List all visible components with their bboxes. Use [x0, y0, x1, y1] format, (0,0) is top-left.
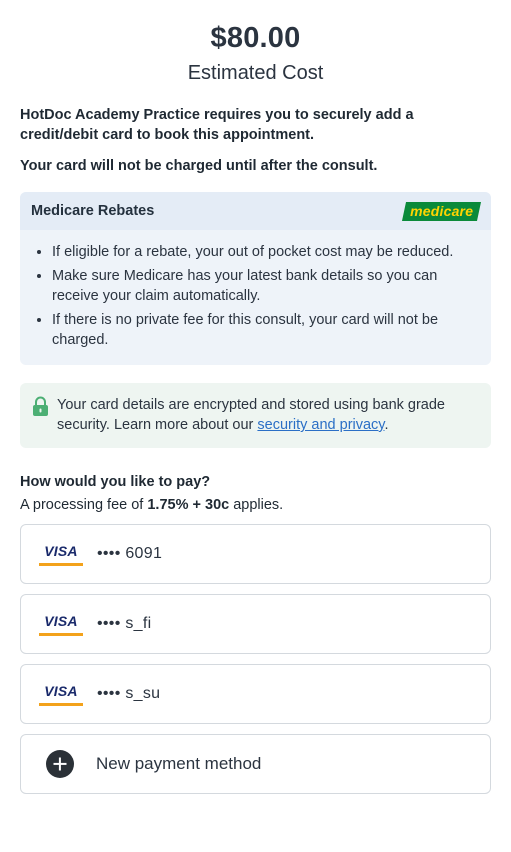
medicare-logo — [402, 202, 481, 221]
medicare-logo-text: medicare — [410, 202, 474, 219]
medicare-rebates-panel — [20, 192, 491, 365]
masked-card-number: •••• s_fi — [97, 615, 152, 632]
plus-circle-icon — [46, 750, 74, 778]
visa-stripe — [39, 703, 83, 706]
list-item: • If there is no private fee for this consult, your card will not be charged. — [52, 310, 477, 350]
list-item: • Make sure Medicare has your latest bank details so you can receive your claim automatically. — [52, 266, 477, 306]
medicare-info-list — [20, 230, 491, 365]
security-description: Your card details are encrypted and stored using bank grade security. Learn more about our — [57, 397, 445, 433]
card-brand: VISA — [44, 683, 78, 699]
fee-value: 1.75% + 30c — [147, 497, 230, 513]
visa-stripe — [39, 633, 83, 636]
payment-question: How would you like to pay? — [20, 474, 211, 490]
card-requirement-text: HotDoc Academy Practice requires you to securely add a credit/debit card to book this appointment. — [20, 107, 414, 143]
masked-card-number: •••• 6091 — [97, 545, 163, 562]
new-payment-method-label: New payment method — [96, 754, 262, 773]
lock-icon — [32, 396, 49, 417]
security-privacy-link[interactable]: security and privacy — [257, 417, 385, 433]
estimated-cost-label: Estimated Cost — [187, 62, 324, 84]
visa-logo — [39, 611, 83, 637]
medicare-panel-header — [20, 192, 491, 230]
visa-logo — [39, 541, 83, 567]
checkout-page — [0, 22, 511, 794]
processing-fee-text — [20, 497, 491, 513]
saved-card-option[interactable] — [20, 594, 491, 654]
new-payment-method-button[interactable] — [20, 734, 491, 794]
card-brand: VISA — [44, 613, 78, 629]
fee-prefix: A processing fee of — [20, 497, 148, 513]
medicare-panel-title: Medicare Rebates — [31, 203, 155, 219]
saved-card-option[interactable] — [20, 664, 491, 724]
security-text-end: . — [384, 417, 389, 433]
estimated-price: $80.00 — [210, 22, 301, 54]
list-item: • If eligible for a rebate, your out of pocket cost may be reduced. — [52, 242, 477, 262]
charge-notice-text: Your card will not be charged until after the consult. — [20, 158, 378, 174]
fee-suffix: applies. — [229, 497, 284, 513]
visa-stripe — [39, 563, 83, 566]
security-text — [57, 395, 477, 435]
payment-methods-list — [20, 524, 491, 794]
visa-logo — [39, 681, 83, 707]
saved-card-option[interactable] — [20, 524, 491, 584]
masked-card-number: •••• s_su — [97, 685, 161, 702]
security-notice — [20, 383, 491, 448]
card-brand: VISA — [44, 543, 78, 559]
